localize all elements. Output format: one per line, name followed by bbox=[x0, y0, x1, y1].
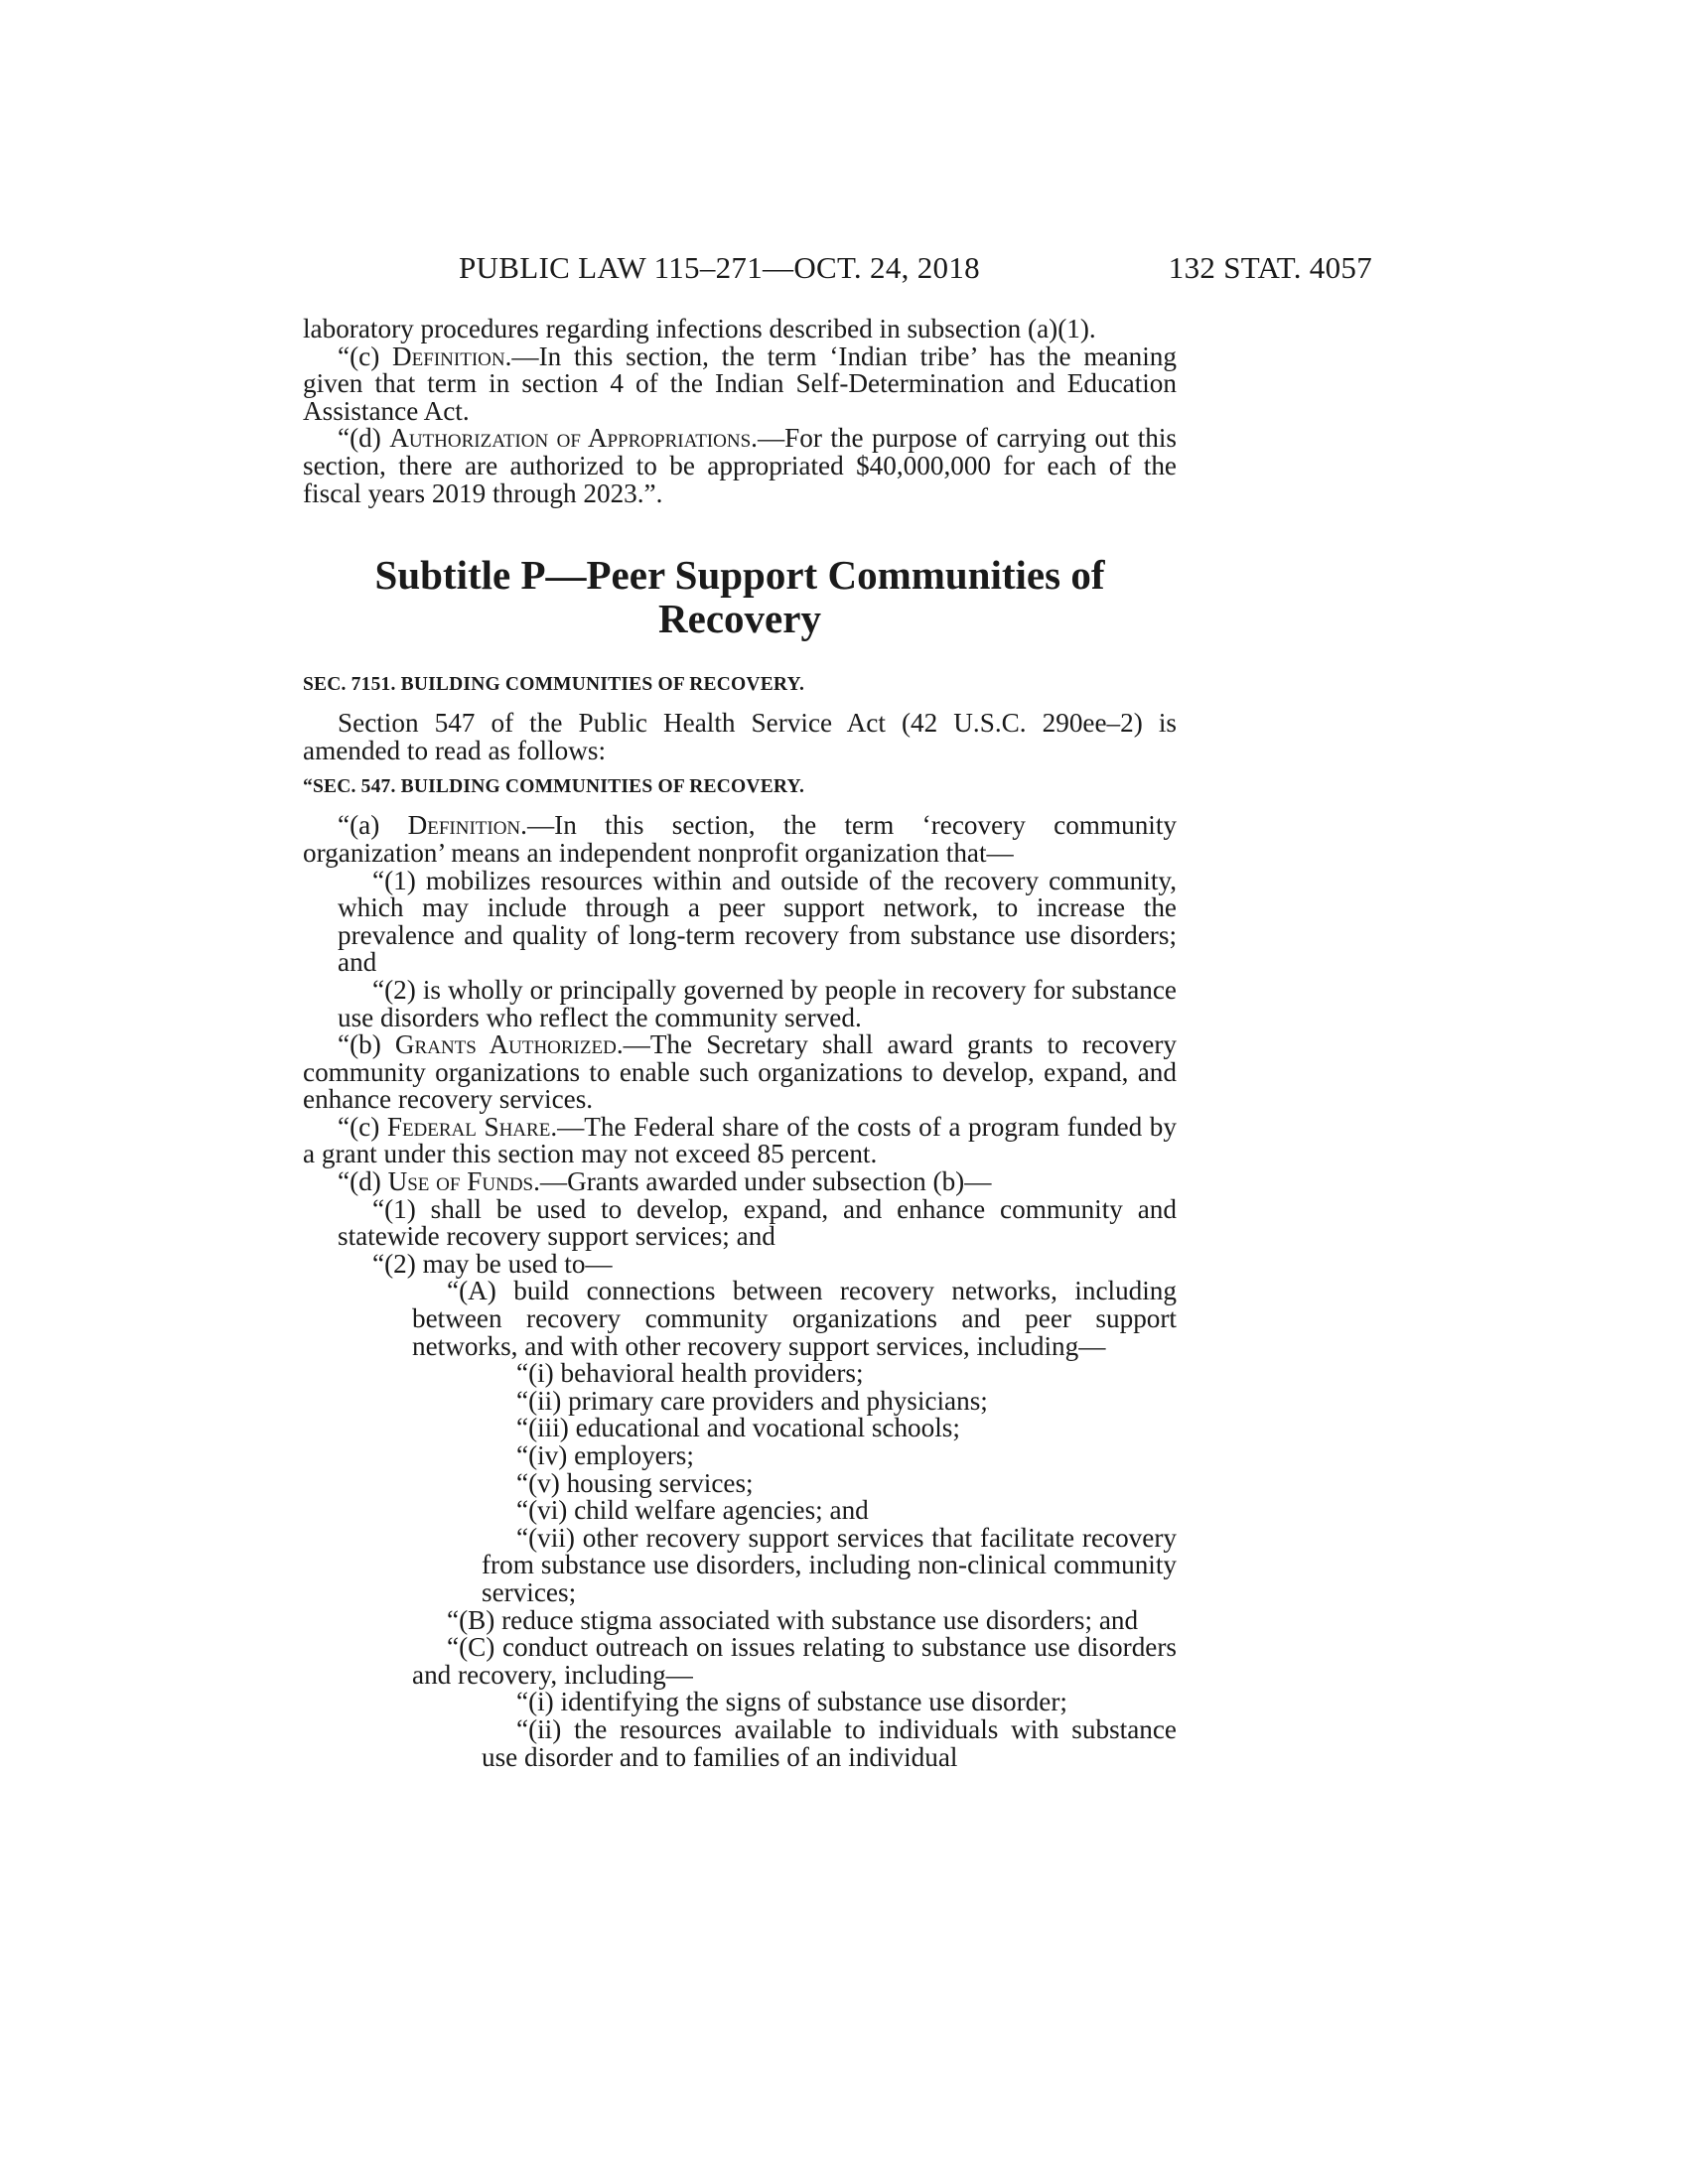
subtitle-heading: Subtitle P—Peer Support Communities of Recovery bbox=[374, 552, 1105, 642]
paragraph-c-definition: “(c) Definition.—In this section, the term ‘Indian tribe’ has the meaning given that term in section 4 of the Indian Self-Determination and Education Assistance Act. bbox=[303, 341, 1177, 426]
paragraph-a1: “(1) mobilizes resources within and outside of the recovery community, which may include through a peer support network, to increase the prevalence and quality of long-term recovery from substance use disorders; and bbox=[338, 865, 1177, 978]
continued-paragraph: laboratory procedures regarding infections described in subsection (a)(1). bbox=[303, 314, 1096, 343]
clause-dC-i: “(i) identifying the signs of substance use disorder; bbox=[516, 1687, 1067, 1717]
clause-dA-vii: “(vii) other recovery support services that facilitate recovery from substance use disorders, including non-clinical community services; bbox=[482, 1522, 1177, 1607]
subparagraph-dA: “(A) build connections between recovery networks, including between recovery community organizations and peer support networks, and with other recovery support services, including— bbox=[412, 1276, 1177, 1361]
subsection-d: “(d) Use of Funds.—Grants awarded under subsection (b)— bbox=[338, 1166, 992, 1197]
section-547-heading: “SEC. 547. BUILDING COMMUNITIES OF RECOVERY. bbox=[303, 776, 805, 798]
section-7151-text: Section 547 of the Public Health Service Act (42 U.S.C. 290ee–2) is amended to read as follows: bbox=[303, 708, 1177, 765]
subsection-c: “(c) Federal Share.—The Federal share of the costs of a program funded by a grant under this section may not exceed 85 percent. bbox=[303, 1111, 1177, 1169]
subparagraph-dC: “(C) conduct outreach on issues relating to substance use disorders and recovery, including— bbox=[412, 1632, 1177, 1690]
clause-dA-iv: “(iv) employers; bbox=[516, 1440, 694, 1470]
paragraph-d-appropriations: “(d) Authorization of Appropriations.—For the purpose of carrying out this section, there are authorized to be appropriated $40,000,000 for each of the fiscal years 2019 through 2023.”. bbox=[303, 423, 1177, 508]
public-law-citation: PUBLIC LAW 115–271—OCT. 24, 2018 bbox=[459, 250, 980, 285]
clause-dA-v: “(v) housing services; bbox=[516, 1467, 754, 1498]
heading-definition: Definition bbox=[392, 341, 505, 371]
section-7151-heading: SEC. 7151. BUILDING COMMUNITIES OF RECOVERY. bbox=[303, 674, 805, 696]
clause-dA-iii: “(iii) educational and vocational schools; bbox=[516, 1413, 960, 1443]
statute-page-number: 132 STAT. 4057 bbox=[1168, 250, 1372, 285]
running-head bbox=[459, 250, 1372, 290]
subsection-b: “(b) Grants Authorized.—The Secretary shall award grants to recovery community organizations to enable such organizations to develop, expand, and enhance recovery services. bbox=[303, 1029, 1177, 1115]
body-text bbox=[303, 316, 1177, 1771]
paragraph-a2: “(2) is wholly or principally governed by people in recovery for substance use disorders who reflect the community served. bbox=[338, 974, 1177, 1032]
clause-dC-ii: “(ii) the resources available to individuals with substance use disorder and to families of an individual bbox=[482, 1713, 1177, 1772]
paragraph-d1: “(1) shall be used to develop, expand, and enhance community and statewide recovery support services; and bbox=[338, 1193, 1177, 1252]
clause-dA-vi: “(vi) child welfare agencies; and bbox=[516, 1495, 869, 1526]
heading-appropriations: Authorization of Appropriations bbox=[389, 423, 752, 454]
clause-dA-i: “(i) behavioral health providers; bbox=[516, 1358, 864, 1389]
subparagraph-dB: “(B) reduce stigma associated with substance use disorders; and bbox=[447, 1604, 1139, 1635]
paragraph-d2: “(2) may be used to— bbox=[372, 1248, 613, 1279]
subsection-a: “(a) Definition.—In this section, the term ‘recovery community organization’ means an independent nonprofit organization that— bbox=[303, 810, 1177, 868]
clause-dA-ii: “(ii) primary care providers and physicians; bbox=[516, 1385, 988, 1416]
